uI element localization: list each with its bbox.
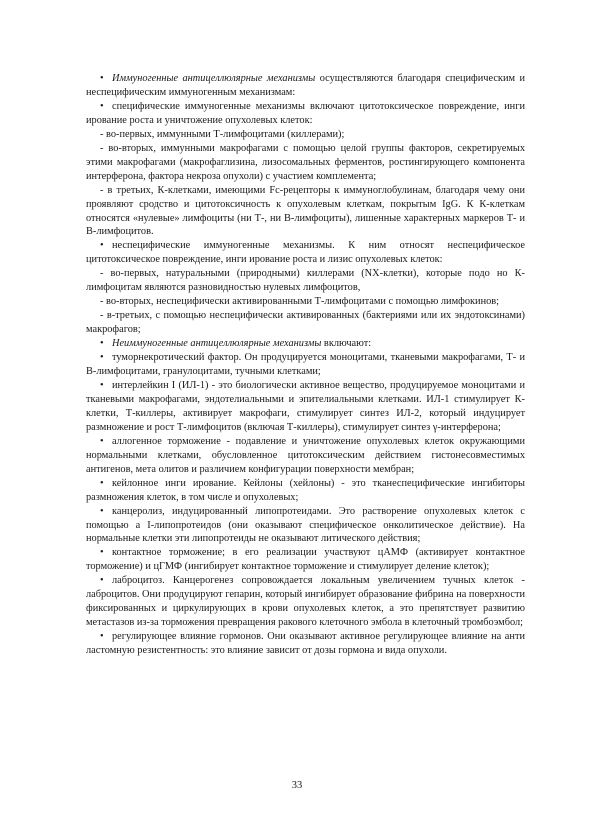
dash-list-item [86,128,525,142]
page-number: 33 [291,780,303,791]
bullet-marker: • [100,338,104,350]
bullet-marker: • [100,379,104,391]
paragraph-text: - в-третьих, с помощью неспецифически активированных (бактериями или их эндотоксинами) макрофагов; [86,310,525,336]
paragraph-text: неспецифические иммуногенные механизмы. К ним относят неспецифическое цитотоксическое повреждение, инги ирование роста и лизис опухолевых клеток: [86,240,525,266]
paragraph-text: - во-первых, натуральными (природными) киллерами (NX-клетки), которые подо но К-лимфоцитам являются разновидностью нулевых лимфоцитов, [86,268,525,294]
bullet-paragraph [86,630,525,658]
bullet-marker: • [100,631,104,643]
bullet-marker: • [100,575,104,587]
bullet-paragraph [86,574,525,630]
paragraph-text: специфические иммуногенные механизмы включают цитотоксическое повреждение, инги ирование роста и уничтожение опухолевых клеток: [86,100,525,126]
paragraph-text: осуществляются благодаря специфическим и неспецифическим иммуногенным механизмам: [86,73,526,98]
bullet-marker: • [100,547,104,559]
paragraph-text: включают: [321,338,372,350]
dash-list-item [86,295,525,309]
bullet-paragraph [86,546,525,574]
paragraph-text: - во-первых, иммунными Т-лимфоцитами (киллерами); [100,128,345,140]
paragraph-text: интерлейкин I (ИЛ-1) - это биологически активное вещество, продуцируемое моноцитами и тканевыми макрофагами, эндотелиальными и эпителиальными клетками. ИЛ-1 стимулирует К-клетки, Т-киллеры, активирует макрофаги, стимулирует синтез ИЛ-2, который индуцирует размножение и рост Т-лимфоцитов (включая Т-киллеры), стимулирует синтез γ-интерферона; [86,379,525,433]
bullet-paragraph [86,72,525,100]
bullet-paragraph [86,351,525,379]
dash-list-item [86,309,525,337]
paragraph-text: - в третьих, К-клетками, имеющими Fc-рецепторы к иммуноглобулинам, благодаря чему они проявляют сродство и цитотоксичность к опухолевым клеткам, покрытым IgG. К К-клеткам относятся «нулевые» лимфоциты (ни Т-, ни В-лимфоциты), лишенные характерных маркеров Т- и В-лимфоцитов. [86,184,525,238]
bullet-marker: • [100,435,104,447]
dash-list-item [86,142,525,184]
paragraph-text: - во-вторых, неспецифически активированными Т-лимфоцитами с помощью лимфокинов; [100,296,500,308]
bullet-marker: • [100,352,104,364]
paragraph-text: лаброцитоз. Канцерогенез сопровождается локальным увеличением тучных клеток - лаброцитов. Они продуцируют гепарин, который ингибирует образование фибрина на поверхности фиксированных и циркулирующих в крови опухолевых клеток, а это препятствует развитию метастазов из-за торможения превращения ракового клеточного эмбола в клеточный тромбоэмбол; [86,575,525,629]
italic-term: Иммуногенные антицеллюлярные механизмы [112,73,316,84]
italic-term: Неиммуногенные антицеллюлярные механизмы [112,338,322,350]
bullet-marker: • [100,505,104,517]
dash-list-item [86,184,525,240]
page-body-text [86,72,525,658]
bullet-marker: • [100,73,104,84]
paragraph-text: туморнекротический фактор. Он продуцируется моноцитами, тканевыми макрофагами, Т- и В-лимфоцитами, гранулоцитами, тучными клетками; [86,352,525,378]
bullet-paragraph [86,100,525,128]
bullet-paragraph [86,337,525,351]
bullet-marker: • [100,100,104,112]
bullet-paragraph [86,239,525,267]
paragraph-text: - во-вторых, иммунными макрофагами с помощью целой группы факторов, секретируемых этими макрофагами (макрофаглизина, лизосомальных ферментов, ростингирующего компонента интерферона, фактора некроза опухоли) с участием комплемента; [86,142,525,182]
paragraph-text: контактное торможение; в его реализации участвуют цАМФ (активирует контактное торможение) и цГМФ (ингибирует контактное торможение и стимулирует деление клеток); [86,547,525,573]
bullet-marker: • [100,477,104,489]
bullet-paragraph [86,477,525,505]
paragraph-text: кейлонное инги ирование. Кейлоны (хейлоны) - это тканеспецифические ингибиторы размножения клеток, в том числе и опухолевых; [86,477,525,503]
paragraph-text: канцеролиз, индуцированный липопротеидами. Это растворение опухолевых клеток с помощью a I-липопротеидов (они оказывают специфическое онколитическое действие). На нормальные клетки эти липопротеиды не оказывают литического действия; [86,505,525,545]
bullet-marker: • [100,240,104,252]
bullet-paragraph [86,379,525,435]
paragraph-text: регулирующее влияние гормонов. Они оказывают активное регулирующее влияние на анти ластомную резистентность: это влияние зависит от дозы гормона и вида опухоли. [86,631,525,657]
paragraph-text: аллогенное торможение - подавление и уничтожение опухолевых клеток окружающими нормальными клетками, обусловленное цитотоксическим действием гистонесовместимых антигенов, мета олитов и различием конфигурации поверхности мембран; [86,435,525,475]
bullet-paragraph [86,435,525,477]
dash-list-item [86,267,525,295]
bullet-paragraph [86,505,525,547]
